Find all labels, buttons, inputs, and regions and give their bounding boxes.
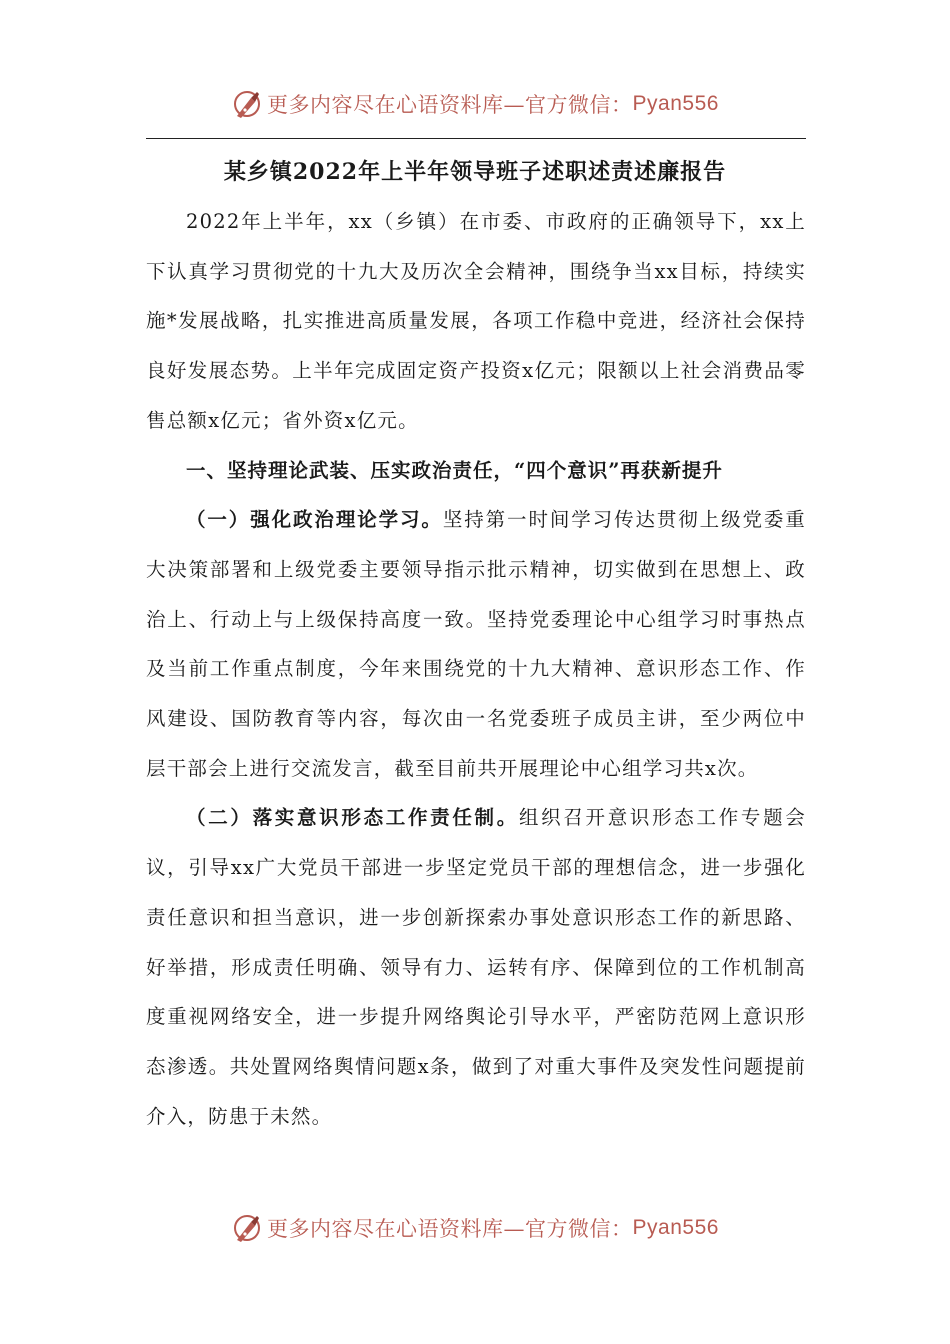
watermark-text: 更多内容尽在心语资料库—官方微信： — [267, 1217, 633, 1241]
watermark-banner-bottom — [0, 1208, 950, 1248]
watermark-banner-top — [0, 84, 950, 124]
item-1-body: 坚持第一时间学习传达贯彻上级党委重大决策部署和上级党委主要领导指示批示精神，切实做到在思想上、政治上、行动上与上级保持高度一致。坚持党委理论中心组学习时事热点及当前工作重点制度，今年来围绕党的十九大精神、意识形态工作、作风建设、国防教育等内容，每次由一名党委班子成员主讲，至少两位中层干部会上进行交流发言，截至目前共开展理论中心组学习共x次。 — [146, 508, 806, 780]
header-rule — [146, 138, 806, 139]
watermark-contact: Pyan556 — [632, 1216, 719, 1239]
watermark-text: 更多内容尽在心语资料库—官方微信： — [267, 93, 633, 117]
item-2-body: 组织召开意识形态工作专题会议，引导xx广大党员干部进一步坚定党员干部的理想信念，进一步强化责任意识和担当意识，进一步创新探索办事处意识形态工作的新思路、好举措，形成责任明确、领导有力、运转有序、保障到位的工作机制高度重视网络安全，进一步提升网络舆论引导水平，严密防范网上意识形态渗透。共处置网络舆情问题x条，做到了对重大事件及突发性问题提前介入，防患于未然。 — [146, 806, 806, 1128]
document-body — [146, 197, 806, 1141]
watermark-contact: Pyan556 — [632, 92, 719, 115]
item-2-lead: （二）落实意识形态工作责任制。 — [186, 806, 519, 830]
pen-nib-logo-icon — [231, 88, 263, 120]
pen-nib-logo-icon — [231, 1212, 263, 1244]
intro-paragraph: 2022年上半年，xx（乡镇）在市委、市政府的正确领导下，xx上下认真学习贯彻党的十九大及历次全会精神，围绕争当xx目标，持续实施*发展战略，扎实推进高质量发展，各项工作稳中竞进，经济社会保持良好发展态势。上半年完成固定资产投资x亿元；限额以上社会消费品零售总额x亿元；省外资x亿元。 — [146, 210, 806, 432]
section-heading: 一、坚持理论武装、压实政治责任，“四个意识”再获新提升 — [186, 458, 723, 482]
section-item-1 — [146, 495, 806, 793]
document-title: 某乡镇2022年上半年领导班子述职述责述廉报告 — [223, 159, 727, 185]
section-item-2 — [146, 793, 806, 1141]
item-1-lead: （一）强化政治理论学习。 — [186, 508, 443, 532]
